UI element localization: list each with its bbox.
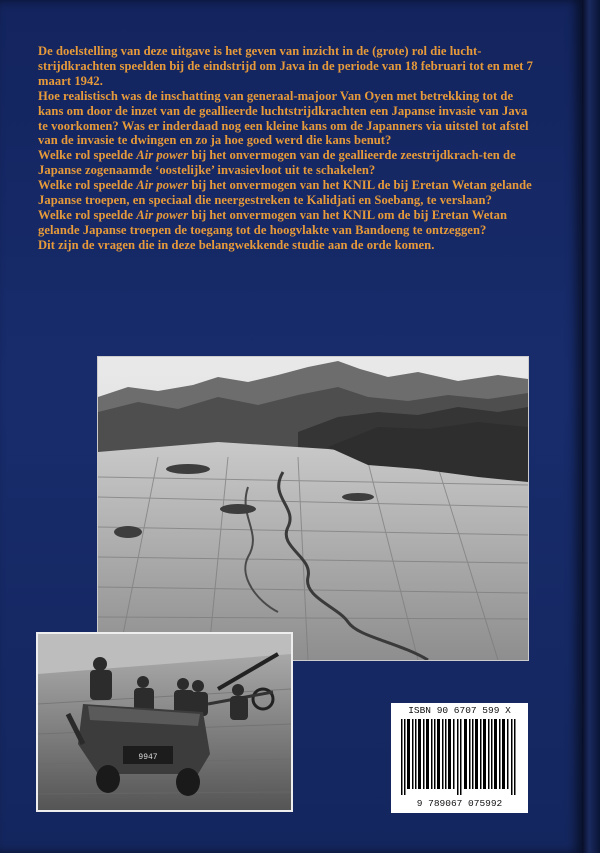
air-power-term: Air power [136, 178, 189, 193]
text-span: Welke rol speelde [38, 178, 137, 193]
book-spine-edge [582, 0, 600, 853]
barcode-icon [401, 719, 518, 795]
air-power-term: Air power [136, 207, 189, 222]
soldiers-photo [36, 632, 293, 812]
ean-number: 9 789067 075992 [416, 798, 503, 809]
air-power-term: Air power [136, 148, 189, 163]
text-span: Welke rol speelde [38, 148, 137, 163]
text-span: bij het onvermogen van de geallieerde zeestrijdkrach-ten de Japanse zogenaamde ‘oostelijke’ invasievloot uit te schakelen? [38, 148, 516, 178]
landscape-illustration [98, 357, 528, 660]
text-span: bij het onvermogen van het KNIL om de bij Eretan Wetan gelande Japanse troepen de toegang tot de hoogvlakte van Bandoeng te ontzeggen? [38, 207, 508, 237]
barcode-label [391, 703, 528, 813]
isbn-number: ISBN 90 6707 599 X [408, 705, 511, 716]
landscape-photo [97, 356, 529, 661]
blurb-paragraph-2: Hoe realistisch was de inschatting van generaal-majoor Van Oyen met betrekking tot de kans om door de inzet van de geallieerde luchtstrijdkrachten een Japanse invasie van Java te voorkomen? Was er inderdaad nog een kleine kans om de Japanners via uitstel tot afstel van de invasie te dwingen en zo ja hoe goed werd die kans benut? [38, 88, 529, 148]
blurb-paragraph-1: De doelstelling van deze uitgave is het geven van inzicht in de (grote) rol die lucht-strijdkrachten speelden bij de eindstrijd om Java in de periode van 18 februari tot en met 7 maart 1942. [38, 44, 534, 88]
blurb-text [38, 44, 538, 253]
blurb-paragraph-6: Dit zijn de vragen die in deze belangwekkende studie aan de orde komen. [38, 237, 435, 252]
soldiers-illustration [38, 634, 291, 810]
text-span: bij het onvermogen van het KNIL de bij Eretan Wetan gelande Japanse troepen, en speciaal die neergestreken te Kalidjati en Soebang, te verslaan? [38, 178, 532, 208]
blurb-paragraph-4 [38, 178, 538, 208]
vehicle-plate: 9947 [138, 753, 158, 762]
blurb-paragraph-5 [38, 208, 538, 238]
text-span: Welke rol speelde [38, 207, 137, 222]
blurb-paragraph-3 [38, 148, 538, 178]
